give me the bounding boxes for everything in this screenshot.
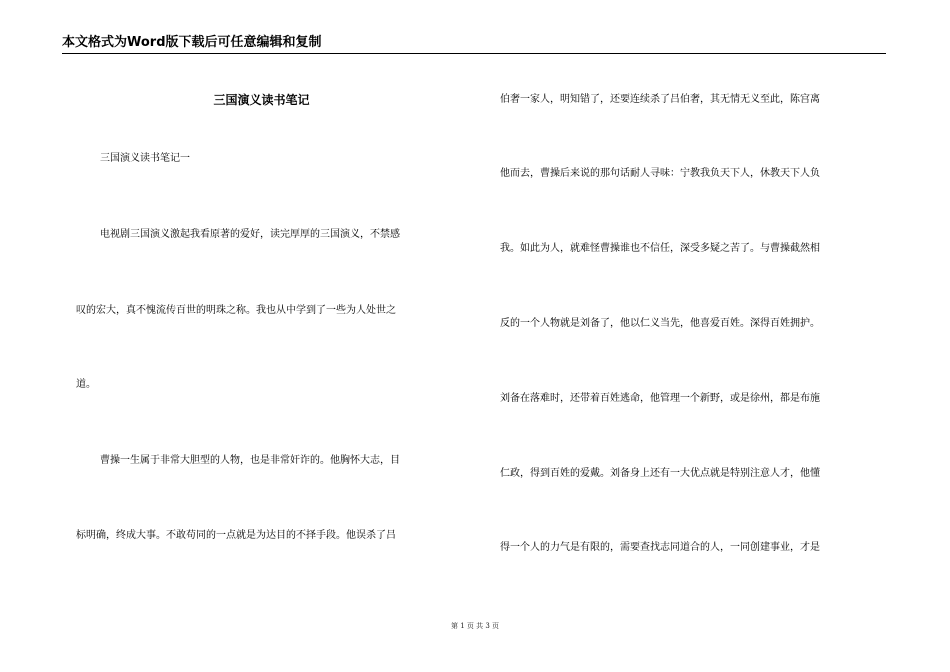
- text-line: 曹操一生属于非常大胆型的人物，也是非常奸诈的。他胸怀大志，目: [100, 455, 400, 466]
- page-number-footer: 第 1 页 共 3 页: [450, 622, 500, 630]
- document-header-banner: 本文格式为Word版下载后可任意编辑和复制: [62, 35, 322, 50]
- text-line: 他而去，曹操后来说的那句话耐人寻味：宁教我负天下人，休教天下人负: [500, 168, 820, 179]
- text-line: 刘备在落难时，还带着百姓逃命，他管理一个新野，或是徐州，都是布施: [500, 393, 820, 404]
- text-line: 电视剧三国演义激起我看原著的爱好，读完厚厚的三国演义，不禁感: [100, 229, 400, 240]
- text-line: 我。如此为人，就难怪曹操谁也不信任，深受多疑之苦了。与曹操截然相: [500, 243, 820, 254]
- subtitle-line: 三国演义读书笔记一: [100, 153, 190, 164]
- text-line: 道。: [76, 379, 96, 390]
- text-line: 反的一个人物就是刘备了，他以仁义当先，他喜爱百姓。深得百姓拥护。: [500, 318, 820, 329]
- text-line: 得一个人的力气是有限的，需要查找志同道合的人，一同创建事业，才是: [500, 542, 820, 553]
- text-line: 仁政，得到百姓的爱戴。刘备身上还有一大优点就是特别注意人才，他懂: [500, 468, 820, 479]
- document-title: 三国演义读书笔记: [213, 93, 310, 107]
- text-line: 标明确，终成大事。不敢苟同的一点就是为达目的不择手段。他误杀了吕: [76, 530, 396, 541]
- header-divider: [62, 53, 886, 54]
- text-line: 叹的宏大，真不愧流传百世的明珠之称。我也从中学到了一些为人处世之: [76, 305, 396, 316]
- text-line: 伯奢一家人，明知错了，还要连续杀了吕伯奢，其无情无义至此，陈宫离: [500, 94, 820, 105]
